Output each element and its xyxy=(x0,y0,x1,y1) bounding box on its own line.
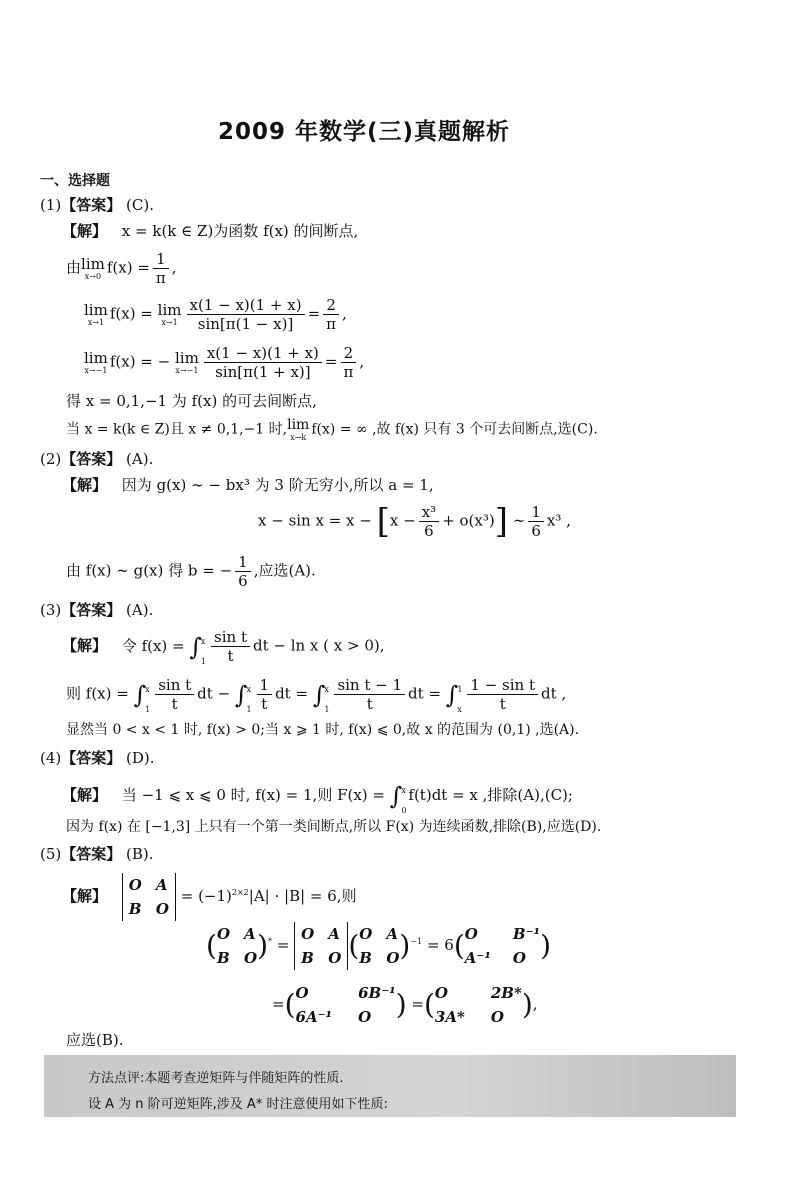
int-lower: x xyxy=(457,704,462,714)
mat-cell: O xyxy=(434,984,448,1002)
integral-sign: ∫ x 1 xyxy=(235,680,254,710)
q1-solution-line-2 xyxy=(66,250,177,287)
section-heading: 一、选择题 xyxy=(40,173,110,189)
q3-solution-line-3: 显然当 0 < x < 1 时, f(x) > 0;当 x ⩾ 1 时, f(x) ⩽ 0,故 x 的范围为 (0,1) ,选(A). xyxy=(66,722,580,738)
q5-solution-line-1 xyxy=(62,873,357,921)
q1-fx-3: f(x) = − xyxy=(109,352,171,371)
mat-cell: 6A⁻¹ xyxy=(295,1008,333,1026)
q1-lim-4 xyxy=(84,350,108,375)
q3-solution-label: 【解】 xyxy=(62,636,108,655)
q5-solution-line-4: 应选(B). xyxy=(66,1031,124,1049)
q5-solution-line-3 xyxy=(272,983,538,1027)
left-paren: ( xyxy=(284,988,296,1021)
review-line-2: 设 A 为 n 阶可逆矩阵,涉及 A* 时注意使用如下性质: xyxy=(88,1097,388,1112)
lim-text: lim xyxy=(84,349,108,367)
q5-answer-label: 【答案】 xyxy=(61,845,122,863)
q2-text-3-pre: 由 f(x) ∼ g(x) 得 b = − xyxy=(66,561,233,580)
left-bracket: [ xyxy=(376,501,390,542)
mat-cell: O xyxy=(464,925,478,943)
int-lower: 1 xyxy=(145,704,151,714)
q1-fx: f(x) = xyxy=(106,258,150,277)
eq-6: = 6 xyxy=(426,936,454,954)
q1-frac-5 xyxy=(341,344,357,381)
mat-cell: O xyxy=(216,925,231,943)
mat-cell: A xyxy=(244,925,256,943)
q3-frac-5 xyxy=(467,676,538,713)
q1-answer: (C). xyxy=(126,196,154,214)
frac-den: 6 xyxy=(531,522,541,540)
frac-num: 1 xyxy=(257,676,273,695)
mat-cell: O xyxy=(128,876,142,894)
lim-text: lim xyxy=(157,301,182,319)
q5-answer-line xyxy=(40,844,154,864)
eq: = xyxy=(411,995,424,1013)
integral-sign: ∫ x 1 xyxy=(134,680,153,710)
int-upper: x xyxy=(246,684,251,694)
frac-den: t xyxy=(171,695,178,713)
eq: = xyxy=(324,352,338,371)
int-upper: x xyxy=(200,636,206,646)
frac-num: 1 xyxy=(235,553,251,572)
mat-cell: B⁻¹ xyxy=(512,925,541,943)
right-paren: ) xyxy=(395,988,407,1021)
q1-text-6-pre: 当 x = k(k ∈ Z)且 x ≠ 0,1,−1 时, xyxy=(66,421,288,438)
lim-text: lim xyxy=(287,417,310,433)
q3-frac-2 xyxy=(155,676,194,713)
q4-answer-label: 【答案】 xyxy=(61,749,122,767)
mat-cell: O xyxy=(512,949,526,967)
integral-sign: ∫ x 0 xyxy=(390,781,409,811)
q1-lim-5 xyxy=(175,350,199,375)
eq: = xyxy=(307,304,321,323)
q5-text-1a: = (−1) xyxy=(180,887,232,905)
inv-sup: −1 xyxy=(410,937,423,946)
right-paren: ) xyxy=(257,929,269,962)
q2-answer-label: 【答案】 xyxy=(61,450,122,468)
right-paren: ) xyxy=(399,929,411,962)
matrix-6 xyxy=(296,983,396,1027)
lim-sub: x→1 xyxy=(161,318,178,327)
q1-solution-line-1 xyxy=(62,221,358,241)
frac-den: π xyxy=(343,363,354,381)
frac-num: sin t xyxy=(155,676,194,695)
q1-fx-2: f(x) = xyxy=(109,304,153,323)
mat-cell: O xyxy=(386,949,400,967)
frac-num: sin t − 1 xyxy=(334,676,405,695)
q3-frac-3 xyxy=(257,676,273,713)
q1-solution-line-3 xyxy=(84,296,347,333)
mat-cell: B xyxy=(216,949,230,967)
q2-inner-2: + o(x³) xyxy=(442,511,495,530)
q2-solution-line-2 xyxy=(258,503,571,540)
dt-eq-2: dt = xyxy=(408,684,442,703)
q1-lim-1 xyxy=(81,256,105,281)
integral-sign: ∫ 1 x xyxy=(446,680,465,710)
mat-cell: O xyxy=(359,925,373,943)
frac-num: 2 xyxy=(323,296,339,315)
q1-frac-4 xyxy=(204,344,322,381)
lim-text: lim xyxy=(84,301,108,319)
q1-solution-line-6 xyxy=(66,417,598,442)
review-line-1: 方法点评:本题考查逆矩阵与伴随矩阵的性质. xyxy=(88,1071,344,1086)
q1-frac-2 xyxy=(187,296,305,333)
frac-num: 1 xyxy=(528,503,544,522)
determinant-oabo-2 xyxy=(294,922,348,970)
q2-post: x³ , xyxy=(546,511,571,530)
matrix-adjoint xyxy=(435,983,522,1027)
frac-den: t xyxy=(227,647,234,665)
frac-num: 1 xyxy=(153,250,169,269)
lim-text: lim xyxy=(175,349,199,367)
q2-inner: x − xyxy=(389,511,416,530)
q3-text-1-pre: 令 f(x) = xyxy=(121,636,185,655)
q2-solution-label: 【解】 xyxy=(62,476,108,494)
lim-sub: x→1 xyxy=(87,318,105,327)
q2-text-3-post: ,应选(A). xyxy=(253,561,316,580)
q2-answer-line xyxy=(40,449,153,469)
mat-cell: O xyxy=(301,925,315,943)
q3-solution-line-1 xyxy=(62,628,385,665)
mat-cell: B xyxy=(359,949,372,967)
right-paren: ) xyxy=(521,988,533,1021)
mat-cell: B xyxy=(128,900,142,918)
q1-comma: , xyxy=(171,258,177,277)
q1-lim-6 xyxy=(287,417,309,442)
frac-num: x(1 − x)(1 + x) xyxy=(204,344,322,363)
q5-solution-label: 【解】 xyxy=(62,887,108,905)
frac-den: π xyxy=(155,269,166,287)
q1-solution-label: 【解】 xyxy=(62,222,108,240)
lim-sub: x→−1 xyxy=(175,366,199,375)
frac-den: sin[π(1 − x)] xyxy=(197,315,294,333)
lim-sub: x→−1 xyxy=(84,366,108,375)
left-paren: ( xyxy=(453,929,465,962)
frac-num: sin t xyxy=(211,628,250,647)
q5-answer: (B). xyxy=(126,845,154,863)
frac-den: t xyxy=(261,695,268,713)
q4-number: (4) xyxy=(40,749,62,767)
int-lower: 1 xyxy=(200,656,207,666)
q4-text-1-post: f(t)dt = x ,排除(A),(C); xyxy=(408,786,573,804)
mat-cell: O xyxy=(244,949,258,967)
q3-text-1-post: dt − ln x ( x > 0), xyxy=(252,636,385,655)
integral-sign: ∫ x 1 xyxy=(189,632,208,662)
frac-den: t xyxy=(499,695,506,713)
q1-frac-3 xyxy=(323,296,339,333)
q3-answer: (A). xyxy=(126,601,154,619)
q3-text-2-pre: 则 f(x) = xyxy=(66,684,129,703)
q3-solution-line-2 xyxy=(66,676,566,713)
q4-answer: (D). xyxy=(126,749,155,767)
q3-answer-line xyxy=(40,600,153,620)
left-paren: ( xyxy=(423,988,435,1021)
comma: , xyxy=(532,995,538,1013)
int-upper: 1 xyxy=(457,684,463,694)
q1-lim-3 xyxy=(158,302,182,327)
q5-text-1b: |A| · |B| = 6,则 xyxy=(248,887,357,905)
q5-number: (5) xyxy=(40,845,62,863)
q4-solution-line-2: 因为 f(x) 在 [−1,3] 上只有一个第一类间断点,所以 F(x) 为连续函数,排除(B),应选(D). xyxy=(66,819,602,835)
int-upper: x xyxy=(145,684,150,694)
q2-frac-2 xyxy=(528,503,544,540)
mat-cell: O xyxy=(328,949,342,967)
star-sup: * xyxy=(268,937,273,946)
q3-number: (3) xyxy=(40,601,62,619)
mat-cell: O xyxy=(490,1008,504,1026)
q3-frac-1 xyxy=(211,628,250,665)
eq: = xyxy=(272,995,285,1013)
frac-num: 2 xyxy=(341,344,357,363)
right-bracket: ] xyxy=(494,501,508,542)
q3-answer-label: 【答案】 xyxy=(61,601,122,619)
mat-cell: A xyxy=(328,925,340,943)
q1-text-6-post: f(x) = ∞ ,故 f(x) 只有 3 个可去间断点,选(C). xyxy=(311,421,598,438)
left-paren: ( xyxy=(348,929,360,962)
matrix-inverse xyxy=(465,924,540,968)
mat-cell: O xyxy=(358,1008,372,1026)
int-upper: x xyxy=(324,684,329,694)
matrix-oabo xyxy=(217,924,257,968)
q5-solution-line-2 xyxy=(206,922,551,970)
dt-comma: dt , xyxy=(541,684,567,703)
lim-text: lim xyxy=(81,255,105,273)
int-lower: 1 xyxy=(246,704,252,714)
page-title: 2009 年数学(三)真题解析 xyxy=(218,119,511,145)
frac-num: x³ xyxy=(419,503,439,522)
lim-sub: x→0 xyxy=(84,272,102,281)
dt-eq: dt = xyxy=(275,684,309,703)
q2-number: (2) xyxy=(40,450,62,468)
q4-solution-line-1 xyxy=(62,781,573,815)
q3-frac-4 xyxy=(334,676,405,713)
q4-solution-label: 【解】 xyxy=(62,786,108,804)
frac-num: x(1 − x)(1 + x) xyxy=(187,296,305,315)
frac-den: sin[π(1 + x)] xyxy=(215,363,311,381)
mat-cell: B xyxy=(301,949,314,967)
frac-den: 6 xyxy=(238,572,248,590)
q1-text-1: x = k(k ∈ Z)为函数 f(x) 的间断点, xyxy=(121,222,359,240)
q2-text-1: 因为 g(x) ∼ − bx³ 为 3 阶无穷小,所以 a = 1, xyxy=(121,476,434,494)
q2-solution-line-1 xyxy=(62,475,434,495)
int-lower: 0 xyxy=(401,806,407,815)
frac-num: 1 − sin t xyxy=(467,676,538,695)
mat-cell: O xyxy=(155,900,169,918)
q1-lim-2 xyxy=(84,302,108,327)
mat-cell: O xyxy=(295,984,309,1002)
mat-cell: A xyxy=(386,925,398,943)
q1-text-2-pre: 由 xyxy=(66,258,82,277)
frac-den: 6 xyxy=(424,522,434,540)
q1-answer-label: 【答案】 xyxy=(61,196,122,214)
q2-frac-1 xyxy=(419,503,439,540)
mat-cell: 2B* xyxy=(490,984,522,1002)
q2-frac-3 xyxy=(235,553,251,590)
q2-solution-line-3 xyxy=(66,553,316,590)
eq: = xyxy=(276,936,290,954)
dt-minus: dt − xyxy=(197,684,231,703)
q4-answer-line xyxy=(40,748,155,768)
left-paren: ( xyxy=(206,929,217,962)
q1-solution-line-4 xyxy=(84,344,364,381)
sim: ∼ xyxy=(512,511,526,530)
q1-frac-1 xyxy=(153,250,169,287)
mat-cell: A⁻¹ xyxy=(464,949,491,967)
mat-cell: 3A* xyxy=(434,1008,465,1026)
frac-den: t xyxy=(366,695,373,713)
q1-solution-line-5: 得 x = 0,1,−1 为 f(x) 的可去间断点, xyxy=(66,392,317,410)
int-upper: x xyxy=(401,786,406,795)
q1-number: (1) xyxy=(40,196,62,214)
comma: , xyxy=(342,304,347,323)
q4-text-1-pre: 当 −1 ⩽ x ⩽ 0 时, f(x) = 1,则 F(x) = xyxy=(121,786,386,804)
q2-answer: (A). xyxy=(126,450,154,468)
q5-exp: 2×2 xyxy=(231,888,249,897)
q2-lhs: x − sin x = x − xyxy=(258,511,372,530)
lim-sub: x→k xyxy=(290,433,307,442)
mat-cell: A xyxy=(155,876,168,894)
mat-cell: 6B⁻¹ xyxy=(358,984,396,1002)
integral-sign: ∫ x 1 xyxy=(313,680,332,710)
method-review-box xyxy=(44,1055,736,1117)
determinant-oabo xyxy=(122,873,176,921)
right-paren: ) xyxy=(540,929,552,962)
q1-answer-line xyxy=(40,195,154,215)
comma: , xyxy=(359,352,365,371)
int-lower: 1 xyxy=(324,704,330,714)
frac-den: π xyxy=(326,315,337,333)
matrix-oabo-3 xyxy=(359,924,399,968)
